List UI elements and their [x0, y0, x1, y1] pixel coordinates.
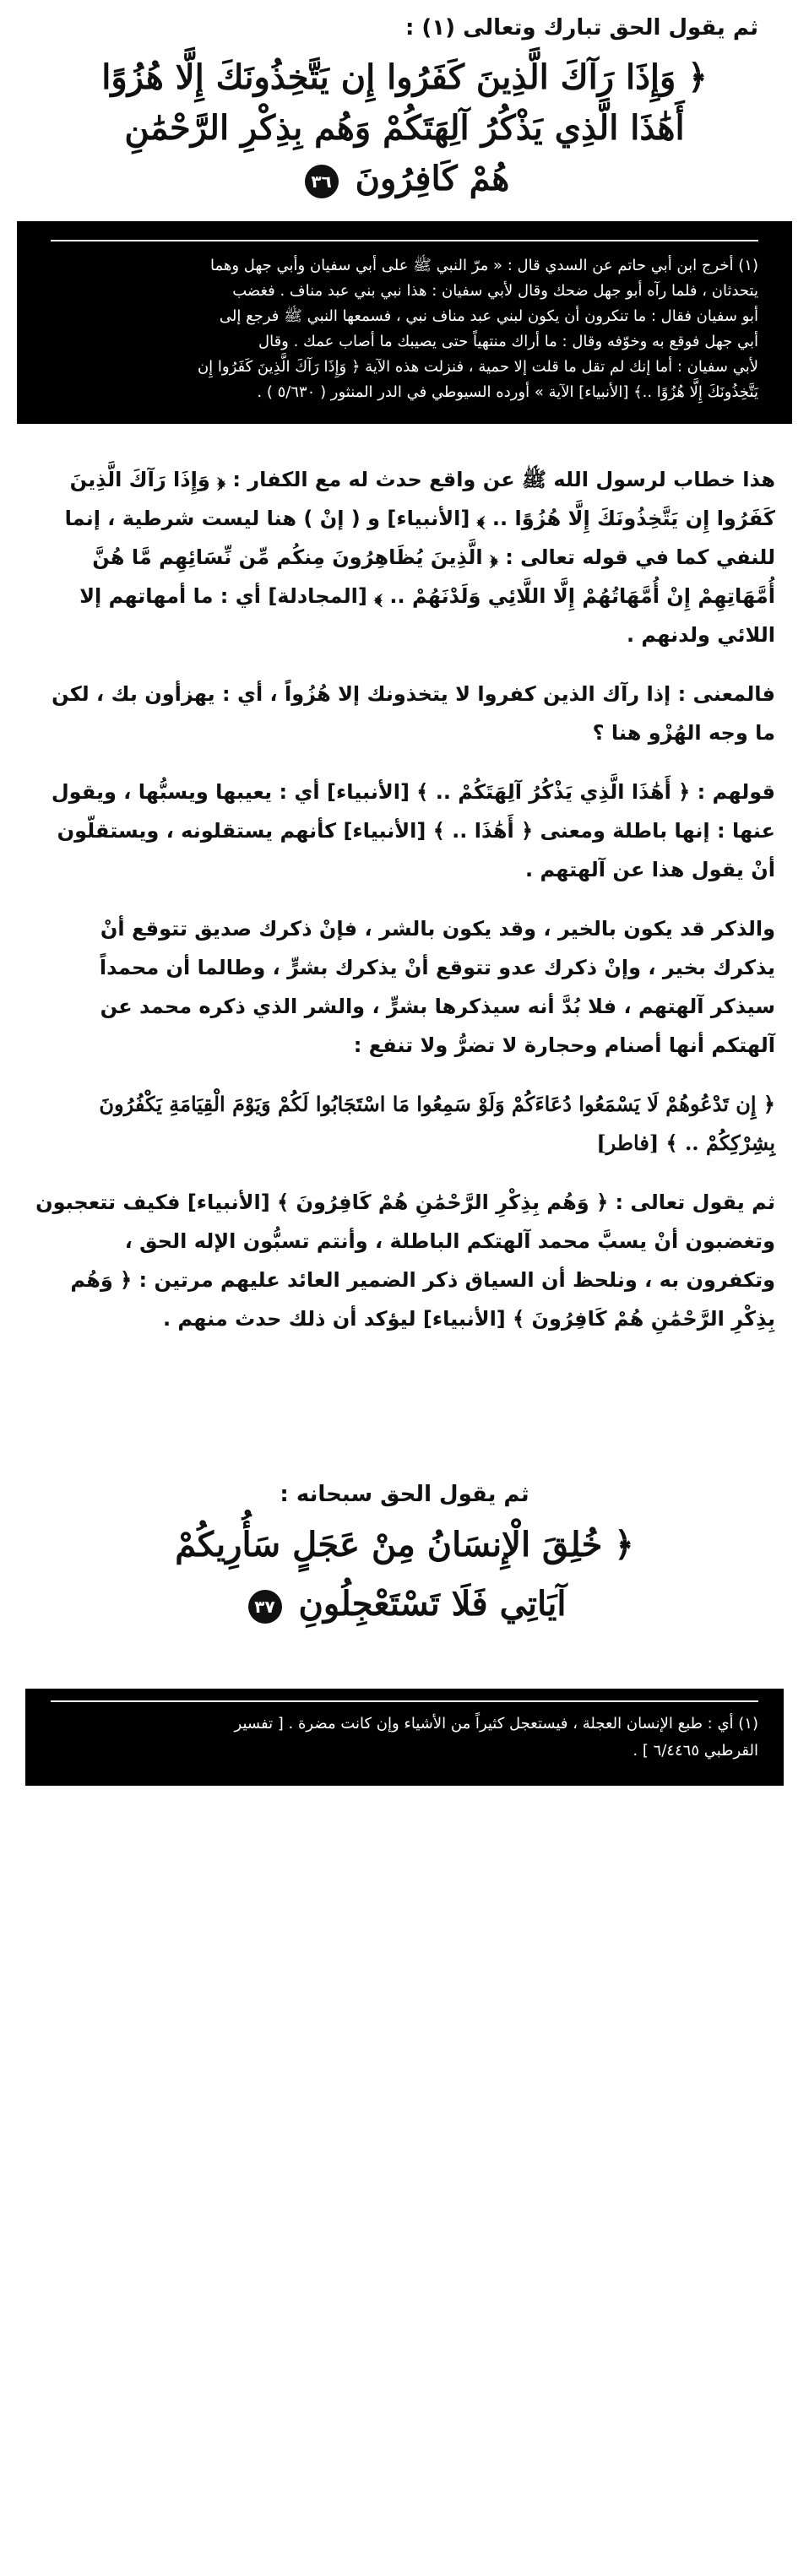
footnote-line: القرطبي ٦/٤٤٦٥ ] .: [633, 1742, 758, 1760]
verse-line-text: آيَاتِي فَلَا تَسْتَعْجِلُونِ: [298, 1584, 567, 1624]
footnote-line: (١) أي : طبع الإنسان العجلة ، فيستعجل كثيراً من الأشياء وإن كانت مضرة . [ تفسير: [234, 1715, 758, 1733]
verse-line: ﴿ خُلِقَ الْإِنسَانُ مِنْ عَجَلٍ سَأُرِيكُمْ: [175, 1525, 634, 1565]
verse-line: [17, 1575, 792, 1634]
paragraph: هذا خطاب لرسول الله ﷺ عن واقع حدث له مع الكفار : ﴿ وَإِذَا رَآكَ الَّذِينَ كَفَرُوا إِن يَتَّخِذُونَكَ إِلَّا هُزُوًا .. ﴾ [الأنبياء] و ( إنْ ) هنا ليست شرطية ، إنما للنفي كما في قوله تعالى : ﴿ الَّذِينَ يُظَاهِرُونَ مِنكُم مِّن نِّسَائِهِم مَّا هُنَّ أُمَّهَاتِهِمْ إِنْ أُمَّهَاتُهُمْ إِلَّا اللَّائِي وَلَدْنَهُمْ .. ﴾ [المجادلة] أي : ما أمهاتهم إلا اللائي ولدنهم .: [64, 468, 775, 647]
quoted-verse-paragraph: ﴿ إِن تَدْعُوهُمْ لَا يَسْمَعُوا دُعَاءَكُمْ وَلَوْ سَمِعُوا مَا اسْتَجَابُوا لَكُمْ وَيَوْمَ الْقِيَامَةِ يَكْفُرُونَ بِشِرْكِكُمْ .. ﴾ [فاطر]: [99, 1092, 775, 1155]
footnote-divider: [51, 240, 758, 241]
section-intro: ثم يقول الحق تبارك وتعالى (١) :: [404, 15, 758, 41]
verse-number-marker: ٣٦: [305, 165, 339, 198]
footnote-box: [17, 221, 792, 424]
paragraph: قولهم : ﴿ أَهَٰذَا الَّذِي يَذْكُرُ آلِهَتَكُمْ .. ﴾ [الأنبياء] أي : يعيبها ويسبُّها ، ويقول عنها : إنها باطلة ومعنى ﴿ أَهَٰذَا .. ﴾ [الأنبياء] كأنهم يستقلونه ، ويستقلّون أنْ يقول هذا عن آلهتهم .: [51, 780, 775, 881]
footnote-divider: [51, 1700, 758, 1702]
verse-line-text: هُمْ كَافِرُونَ: [355, 159, 510, 198]
quran-verse-block: [17, 52, 792, 204]
paragraph: والذكر قد يكون بالخير ، وقد يكون بالشر ، فإنْ ذكرك صديق تتوقع أنْ يذكرك بخير ، وإنْ ذكرك عدو تتوقع أنْ يذكرك بشرٍّ ، وطالما أن محمداً سيذكر آلهتهم ، فلا بُدَّ أنه سيذكرها بشرٍّ ، والشر الذي ذكره محمد عن آلهتكم أنها أصنام وحجارة لا تضرُّ ولا تنفع :: [99, 917, 775, 1057]
quran-verse-block: [17, 1516, 792, 1659]
footnote-line: أبو سفيان فقال : ما تنكرون أن يكون لبني عبد مناف نبي ، فسمعها النبي ﷺ فرجع إلى: [219, 307, 758, 325]
footnote-line: يَتَّخِذُونَكَ إِلَّا هُزُوًا ..﴾ [الأنبياء] الآية » أورده السيوطي في الدر المنثور ( ٥/٦٣٠ ) .: [257, 383, 758, 401]
section-intro: ثم يقول الحق سبحانه :: [280, 1482, 529, 1507]
footnote-line: (١) أخرج ابن أبي حاتم عن السدي قال : « مرّ النبي ﷺ على أبي سفيان وأبي جهل وهما: [209, 257, 758, 274]
verse-line: ﴿ وَإِذَا رَآكَ الَّذِينَ كَفَرُوا إِن يَتَّخِذُونَكَ إِلَّا هُزُوًا: [101, 57, 708, 97]
commentary-body: [34, 460, 775, 1359]
verse-number-marker: ٣٧: [248, 1590, 282, 1624]
footnote-line: لأبي سفيان : أما إنك لم تقل ما قلت إلا حمية ، فنزلت هذه الآية ﴿ وَإِذَا رَآكَ الَّذِينَ كَفَرُوا إِن: [197, 358, 758, 376]
verse-line: [17, 154, 792, 204]
footnote-box: [25, 1689, 784, 1786]
paragraph: ثم يقول تعالى : ﴿ وَهُم بِذِكْرِ الرَّحْمَٰنِ هُمْ كَافِرُونَ ﴾ [الأنبياء] فكيف تتعجبون وتغضبون أنْ يسبَّ محمد آلهتكم الباطلة ، وأنتم تسبُّون الإله الحق ، وتكفرون به ، ونلحظ أن السياق ذكر الضمير العائد عليهم مرتين : ﴿ وَهُم بِذِكْرِ الرَّحْمَٰنِ هُمْ كَافِرُونَ ﴾ [الأنبياء] ليؤكد أن ذلك حدث منهم .: [35, 1190, 775, 1331]
verse-line: أَهَٰذَا الَّذِي يَذْكُرُ آلِهَتَكُمْ وَهُم بِذِكْرِ الرَّحْمَٰنِ: [124, 108, 685, 148]
paragraph: فالمعنى : إذا رآك الذين كفروا لا يتخذونك إلا هُزُواً ، أي : يهزأون بك ، لكن ما وجه الهُزْو هنا ؟: [52, 682, 775, 745]
footnote-line: أبي جهل فوقع به وخوّفه وقال : ما أراك منتهياً حتى يصيبك ما أصاب عمك . وقال: [258, 333, 758, 350]
footnote-line: يتحدثان ، فلما رآه أبو جهل ضحك وقال لأبي سفيان : هذا نبي بني عبد مناف . فغضب: [232, 282, 758, 300]
